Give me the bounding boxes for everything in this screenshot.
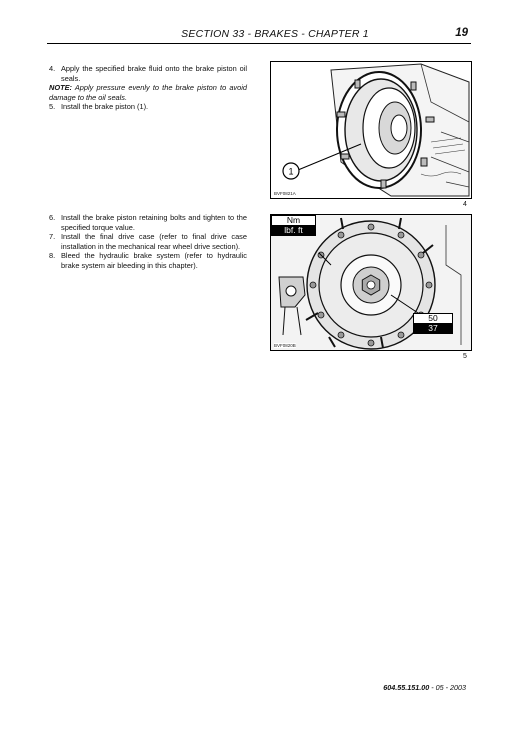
step-5 — [49, 102, 247, 112]
step-text: Apply the specified brake fluid onto the brake piston oil seals. — [61, 64, 247, 83]
figure-code: BVF0821A — [274, 191, 296, 196]
step-6 — [49, 213, 247, 232]
figure-torque — [270, 214, 472, 351]
step-text: Install the brake piston (1). — [61, 102, 149, 112]
torque-value-box — [413, 313, 453, 334]
doc-date: - 05 - 2003 — [429, 683, 466, 692]
section-title: SECTION 33 - BRAKES - CHAPTER 1 — [181, 28, 369, 40]
torque-unit-nm: Nm — [272, 216, 315, 226]
doc-number: 604.55.151.00 — [383, 683, 430, 692]
step-text: Install the final drive case (refer to final drive case installation in the mechanical rear wheel drive section). — [61, 232, 247, 251]
note — [49, 83, 247, 102]
step-number: 8. — [49, 251, 56, 261]
step-text: Install the brake piston retaining bolts and tighten to the specified torque value. — [61, 213, 247, 232]
torque-value-nm: 50 — [414, 314, 452, 324]
torque-unit-box — [271, 215, 316, 236]
step-text: Bleed the hydraulic brake system (refer to hydraulic brake system air bleeding in this chapter). — [61, 251, 247, 270]
figure-index: 4 — [463, 201, 467, 208]
torque-unit-lbfft: lbf. ft — [272, 226, 315, 235]
figure-code: BVF0820B — [274, 343, 296, 348]
torque-value-lbfft: 37 — [414, 324, 452, 333]
callout-label: 1 — [288, 166, 294, 177]
note-label: NOTE: — [49, 83, 72, 93]
step-7 — [49, 232, 247, 251]
note-text: Apply pressure evenly to the brake piston to avoid damage to the oil seals. — [49, 83, 247, 102]
step-8 — [49, 251, 247, 270]
step-number: 7. — [49, 232, 56, 242]
step-number: 4. — [49, 64, 56, 73]
step-4 — [49, 64, 247, 83]
instruction-block-two — [49, 213, 247, 271]
figure-brake-piston — [270, 61, 472, 199]
brake-piston-illustration — [271, 62, 471, 198]
step-number: 5. — [49, 102, 56, 112]
step-number: 6. — [49, 213, 56, 222]
footer — [383, 683, 466, 692]
header-rule — [47, 43, 471, 44]
instruction-block-one — [49, 64, 247, 112]
page-number: 19 — [455, 27, 468, 39]
figure-index: 5 — [463, 353, 467, 360]
